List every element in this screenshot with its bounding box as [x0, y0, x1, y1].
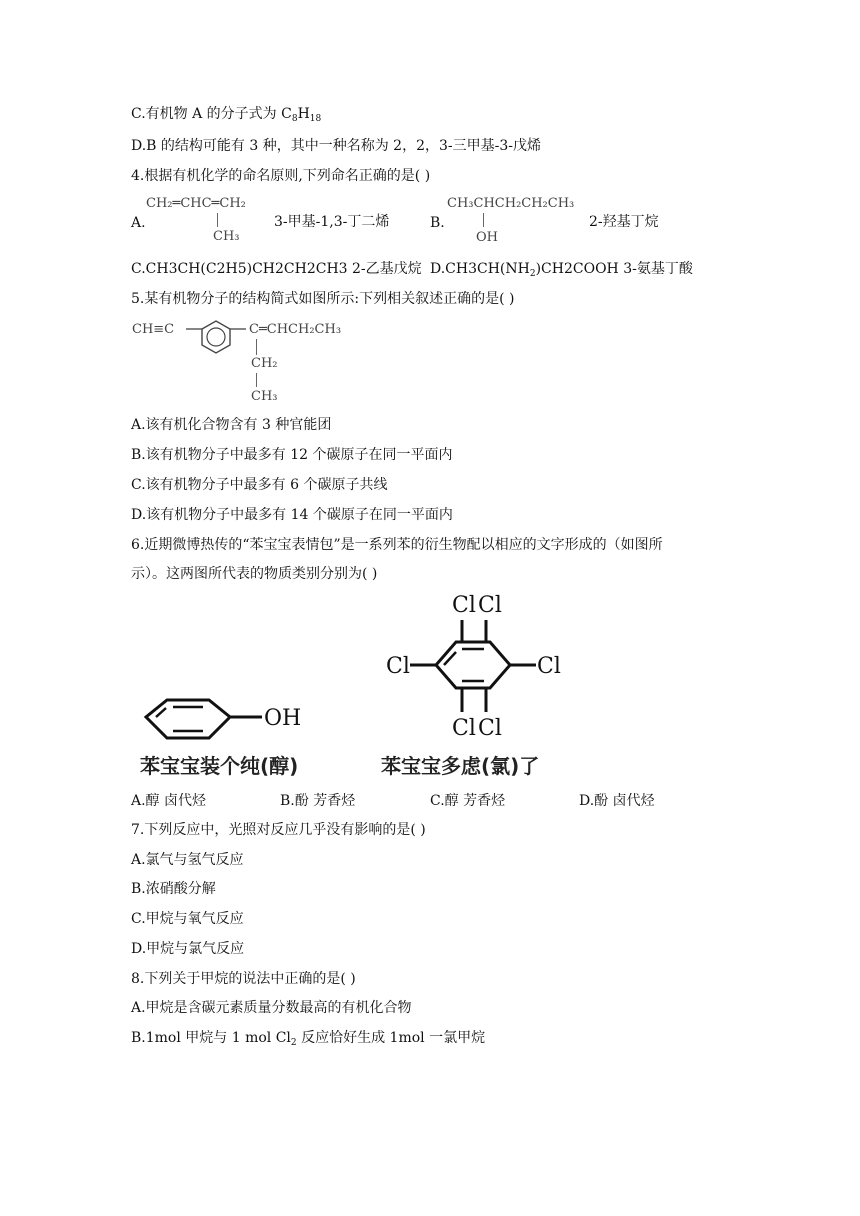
q7-stem: 7.下列反应中，光照对反应几乎没有影响的是( ) [131, 822, 426, 838]
q5-stem: 5.某有机物分子的结构简式如图所示:下列相关叙述正确的是( ) [131, 291, 515, 307]
q8b-sub: 2 [290, 1038, 297, 1048]
q8-option-b [131, 1029, 485, 1052]
q4-option-d [430, 260, 693, 283]
q3c-h: H [297, 106, 310, 122]
hexa-caption: 苯宝宝多虑(氯)了 [381, 754, 540, 778]
q4b-structure-sub: OH [476, 230, 498, 245]
q8-stem: 8.下列关于甲烷的说法中正确的是( ) [131, 971, 356, 987]
q3c-sub18: 18 [309, 114, 322, 124]
q3c-text: C.有机物 A 的分子式为 C [131, 106, 292, 122]
q4d-sub: 2 [529, 269, 536, 279]
q6-option-a: A.醇 卤代烃 [131, 793, 207, 809]
q6-option-c: C.醇 芳香烃 [430, 793, 506, 809]
hexa-cl-left: Cl [386, 654, 410, 679]
q4d-post: )CH2COOH 3-氨基丁酸 [535, 261, 693, 277]
hexa-cl-top1: Cl [452, 593, 476, 618]
q4a-structure-sub: CH₃ [213, 229, 240, 244]
q5-option-c: C.该有机物分子中最多有 6 个碳原子共线 [131, 477, 388, 493]
q3-option-c [131, 105, 321, 128]
q8b-pre: B.1mol 甲烷与 1 mol Cl [131, 1030, 291, 1046]
q4a-bond [217, 213, 218, 227]
q4b-bond [483, 213, 484, 227]
q3-option-d: D.B 的结构可能有 3 种，其中一种名称为 2，2，3-三甲基-3-戊烯 [131, 138, 541, 154]
q4a-label: A. [131, 215, 146, 231]
q7-option-b: B.浓硝酸分解 [131, 881, 216, 897]
q5-structure-ch3: CH₃ [251, 389, 278, 404]
q4-option-c: C.CH3CH(C2H5)CH2CH2CH3 2-乙基戊烷 [131, 261, 422, 277]
q5-bond-2 [256, 373, 257, 387]
q4d-pre: D.CH3CH(NH [430, 261, 530, 277]
q6-stem-line2: 示）。这两图所代表的物质类别分别为( ) [131, 566, 378, 582]
q7-option-c: C.甲烷与氧气反应 [131, 911, 244, 927]
q4a-name: 3-甲基-1,3-丁二烯 [274, 214, 390, 230]
hexa-cl-top2: Cl [478, 593, 502, 618]
q7-option-d: D.甲烷与氯气反应 [131, 941, 245, 957]
q4b-name: 2-羟基丁烷 [589, 214, 659, 230]
q5-structure-right: C═CHCH₂CH₃ [249, 322, 342, 337]
q8b-post: 反应恰好生成 1mol 一氯甲烷 [296, 1030, 486, 1046]
q5-option-b: B.该有机物分子中最多有 12 个碳原子在同一平面内 [131, 447, 453, 463]
q5-benzene-ring [186, 314, 246, 358]
q5-option-d: D.该有机物分子中最多有 14 个碳原子在同一平面内 [131, 507, 453, 523]
q8-option-a: A.甲烷是含碳元素质量分数最高的有机化合物 [131, 1000, 412, 1016]
q4b-structure-main: CH₃CHCH₂CH₂CH₃ [447, 196, 575, 211]
q5-option-a: A.该有机化合物含有 3 种官能团 [131, 417, 332, 433]
q5-structure-left: CH≡C [132, 322, 175, 337]
hexa-cl-right: Cl [537, 654, 561, 679]
q5-structure-ch2: CH₂ [251, 356, 278, 371]
q7-option-a: A.氯气与氢气反应 [131, 852, 244, 868]
q6-option-d: D.酚 卤代烃 [579, 793, 655, 809]
phenol-oh-label: OH [264, 706, 302, 731]
hexa-cl-bot2: Cl [478, 716, 502, 741]
q4b-label: B. [430, 215, 445, 231]
q3c-sub8: 8 [291, 114, 298, 124]
phenol-figure [140, 680, 320, 760]
q6-stem-line1: 6.近期微博热传的“苯宝宝表情包”是一系列苯的衍生物配以相应的文字形成的（如图所 [131, 537, 663, 553]
q4-stem: 4.根据有机化学的命名原则,下列命名正确的是( ) [131, 168, 431, 184]
q5-bond-1 [256, 339, 257, 355]
phenol-caption: 苯宝宝装个纯(醇) [140, 754, 299, 778]
q6-option-b: B.酚 芳香烃 [280, 793, 356, 809]
hexa-cl-bot1: Cl [452, 716, 476, 741]
hexachlorobenzene-figure [380, 590, 570, 745]
q4a-structure-main: CH₂═CHC═CH₂ [146, 196, 246, 211]
